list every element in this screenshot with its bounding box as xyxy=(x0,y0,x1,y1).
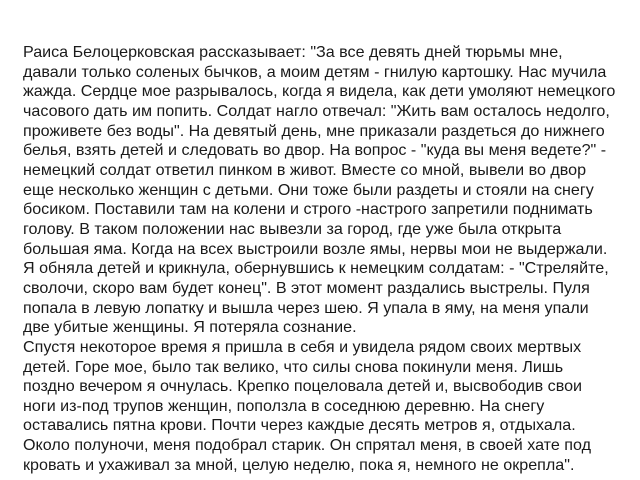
text-line: кровать и ухаживал за мной, целую неделю, пока я, немного не окрепла". xyxy=(23,455,575,474)
text-line: детей. Горе мое, было так велико, что силы снова покинули меня. Лишь xyxy=(23,357,564,376)
text-line: ноги из-под трупов женщин, поползла в соседнюю деревню. На снегу xyxy=(23,396,545,415)
text-line: оставались пятна крови. Почти через каждые десять метров я, отдыхала. xyxy=(23,416,576,435)
text-line: голову. В таком положении нас вывезли за город, где уже была открыта xyxy=(23,219,562,238)
text-line: босиком. Поставили там на колени и строго -настрого запретили поднимать xyxy=(23,200,593,219)
text-line: проживете без воды". На девятый день, мне приказали раздеться до нижнего xyxy=(23,121,605,140)
text-line: большая яма. Когда на всех выстроили возле ямы, нервы мои не выдержали. xyxy=(23,239,608,258)
text-line: попала в левую лопатку и вышла через шею. Я упала в яму, на меня упали xyxy=(23,298,589,317)
text-line: Спустя некоторое время я пришла в себя и увидела рядом своих мертвых xyxy=(23,337,582,356)
text-line: жажда. Сердце мое разрывалось, когда я видела, как дети умоляют немецкого xyxy=(23,82,616,101)
text-line: еще несколько женщин с детьми. Они тоже были раздеты и стояли на снегу xyxy=(23,180,594,199)
text-line: давали только соленых бычков, а моим детям - гнилую картошку. Нас мучила xyxy=(23,62,607,81)
text-line: поздно вечером я очнулась. Крепко поцеловала детей и, высвободив свои xyxy=(23,377,583,396)
text-line: белья, взять детей и следовать во двор. На вопрос - "куда вы меня ведете?" - xyxy=(23,141,607,160)
text-line: Около полуночи, меня подобрал старик. Он спрятал меня, в своей хате под xyxy=(23,436,591,455)
text-line: немецкий солдат ответил пинком в живот. Вместе со мной, вывели во двор xyxy=(23,160,587,179)
text-line: две убитые женщины. Я потеряла сознание. xyxy=(23,318,357,337)
text-line: Я обняла детей и крикнула, обернувшись к немецким солдатам: - "Стреляйте, xyxy=(23,259,609,278)
text-line: Раиса Белоцерковская рассказывает: "За все девять дней тюрьмы мне, xyxy=(23,43,563,61)
testimony-text xyxy=(23,43,630,475)
text-line: часового дать им попить. Солдат нагло отвечал: "Жить вам осталось недолго, xyxy=(23,101,610,120)
text-line: сволочи, скоро вам будет конец". В этот момент раздались выстрелы. Пуля xyxy=(23,278,590,297)
